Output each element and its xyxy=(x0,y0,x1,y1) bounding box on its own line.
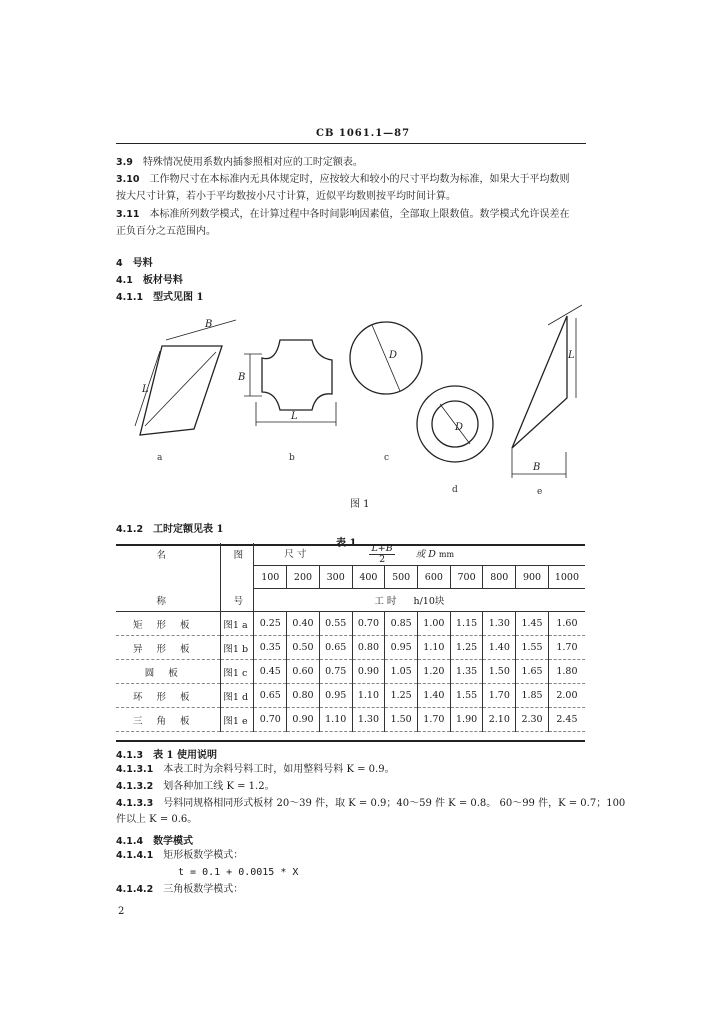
note-text: 本表工时为余料号料工时，如用整料号料 K = 0.9。 xyxy=(163,764,395,775)
row-value: 1.55 xyxy=(450,684,483,708)
clause-text: 特殊情况使用系数内插参照相对应的工时定额表。 xyxy=(142,157,363,168)
unit-header xyxy=(254,589,585,612)
dim-label-L: L xyxy=(568,350,575,361)
clause-3-10-cont: 按大尺寸计算，若小于平均数按小尺寸计算，近似平均数则按平均时间计算。 xyxy=(116,191,456,202)
size-col: 300 xyxy=(319,566,352,589)
row-value: 1.70 xyxy=(483,684,516,708)
unit-value: h/10块 xyxy=(413,596,445,607)
note-text: 号料同规格相同形式板材 20～39 件，取 K = 0.9；40～59 件 K = 0.8。 60～99 件，K = 0.7；100 xyxy=(163,798,626,809)
row-value: 0.25 xyxy=(254,612,287,636)
row-value: 2.10 xyxy=(483,708,516,732)
row-value: 0.60 xyxy=(287,660,320,684)
table-header-row-1 xyxy=(116,543,585,566)
row-name: 圆板 xyxy=(116,660,221,684)
clause-number: 3.11 xyxy=(116,209,140,220)
row-value: 1.50 xyxy=(483,660,516,684)
clause-number: 3.10 xyxy=(116,174,140,185)
figure-caption: 图 1 xyxy=(350,499,370,510)
table-row xyxy=(116,684,585,708)
row-figure-ref: 图1 d xyxy=(221,684,254,708)
dim-label-L: L xyxy=(291,411,298,422)
row-figure-ref: 图1 a xyxy=(221,612,254,636)
note-number: 4.1.3.2 xyxy=(116,781,154,792)
row-value: 1.50 xyxy=(385,708,418,732)
document-header: CB 1061.1—87 xyxy=(316,128,411,139)
section-number: 4.1.3 xyxy=(116,750,144,761)
clause-3-11-cont: 正负百分之五范围内。 xyxy=(116,226,216,237)
row-value: 2.00 xyxy=(548,684,585,708)
size-formula-denominator: 2 xyxy=(379,553,386,565)
sub-figure-label-e: e xyxy=(537,487,543,497)
row-value: 0.55 xyxy=(319,612,352,636)
row-value: 1.30 xyxy=(352,708,385,732)
size-col: 700 xyxy=(450,566,483,589)
col-fig-bottom: 号 xyxy=(221,589,254,612)
row-value: 1.40 xyxy=(418,684,451,708)
sub-figure-label-a: a xyxy=(157,453,163,463)
row-value: 0.95 xyxy=(319,684,352,708)
clause-text: 本标准所列数学模式，在计算过程中各时间影响因素值，全部取上限数值。数学模式允许误差在 xyxy=(149,209,570,220)
note-4-1-3-3-cont: 件以上 K = 0.6。 xyxy=(116,814,198,825)
size-col: 200 xyxy=(287,566,320,589)
size-label: 尺 寸 xyxy=(284,548,307,560)
row-value: 0.65 xyxy=(319,636,352,660)
section-4-1-2-heading xyxy=(116,520,224,535)
row-value: 0.85 xyxy=(385,612,418,636)
row-value: 2.45 xyxy=(548,708,585,732)
sub-figure-label-d: d xyxy=(452,485,458,495)
row-value: 2.30 xyxy=(516,708,549,732)
dim-label-B: B xyxy=(205,319,213,330)
row-value: 0.65 xyxy=(254,684,287,708)
math-text: 矩形板数学模式： xyxy=(163,850,244,861)
note-text: 划各种加工线 K = 1.2。 xyxy=(163,781,275,792)
table-header-row-2 xyxy=(116,566,585,589)
row-value: 0.45 xyxy=(254,660,287,684)
triangle-plate-shape xyxy=(512,316,567,448)
row-name: 三角板 xyxy=(116,708,221,732)
row-value: 1.05 xyxy=(385,660,418,684)
math-formula-rect: t = 0.1 + 0.0015 * X xyxy=(178,867,299,878)
row-value: 0.95 xyxy=(385,636,418,660)
col-name-bottom: 称 xyxy=(116,589,221,612)
size-col: 900 xyxy=(516,566,549,589)
note-4-1-3-1 xyxy=(116,763,395,777)
math-4-1-4-2 xyxy=(116,883,243,897)
section-4-1-3-heading xyxy=(116,746,217,761)
row-value: 1.70 xyxy=(418,708,451,732)
row-value: 1.45 xyxy=(516,612,549,636)
note-4-1-3-3 xyxy=(116,797,625,811)
table-bottom-rule xyxy=(116,740,585,742)
row-value: 0.70 xyxy=(254,708,287,732)
row-value: 0.70 xyxy=(352,612,385,636)
parallelogram-plate-shape xyxy=(140,346,222,435)
clause-text: 工作物尺寸在本标准内无具体规定时，应按较大和较小的尺寸平均数为标准，如果大于平均数则 xyxy=(149,174,570,185)
clause-number: 3.9 xyxy=(116,157,133,168)
row-value: 1.85 xyxy=(516,684,549,708)
row-value: 1.15 xyxy=(450,612,483,636)
size-col: 500 xyxy=(385,566,418,589)
row-value: 1.35 xyxy=(450,660,483,684)
math-4-1-4-1 xyxy=(116,849,243,863)
row-value: 0.50 xyxy=(287,636,320,660)
row-figure-ref: 图1 b xyxy=(221,636,254,660)
note-4-1-3-2 xyxy=(116,780,275,794)
row-value: 1.10 xyxy=(352,684,385,708)
size-unit: mm xyxy=(438,549,455,559)
row-name: 环形板 xyxy=(116,684,221,708)
dimension-line-B xyxy=(166,320,236,340)
section-title: 板材号料 xyxy=(142,275,183,286)
dim-label-D: D xyxy=(389,350,398,361)
table-row xyxy=(116,708,585,732)
dim-label-B: B xyxy=(533,462,541,473)
size-col: 600 xyxy=(418,566,451,589)
math-text: 三角板数学模式： xyxy=(163,884,244,895)
row-value: 1.25 xyxy=(385,684,418,708)
dim-label-D: D xyxy=(455,422,464,433)
row-value: 0.90 xyxy=(352,660,385,684)
table-row xyxy=(116,660,585,684)
work-hour-table xyxy=(116,543,585,732)
table-header-row-3 xyxy=(116,589,585,612)
page-number: 2 xyxy=(118,906,125,917)
section-number: 4.1.4 xyxy=(116,836,144,847)
row-name: 矩形板 xyxy=(116,612,221,636)
section-title: 号料 xyxy=(132,258,153,269)
section-4-1-4-heading xyxy=(116,832,193,847)
row-value: 1.60 xyxy=(548,612,585,636)
row-value: 1.20 xyxy=(418,660,451,684)
section-number: 4.1.2 xyxy=(116,524,144,535)
size-col: 1000 xyxy=(548,566,585,589)
section-number: 4.1.1 xyxy=(116,292,144,303)
table-row xyxy=(116,612,585,636)
row-value: 1.80 xyxy=(548,660,585,684)
section-title: 数学模式 xyxy=(153,836,194,847)
unit-label: 工 时 xyxy=(374,596,397,607)
row-value: 0.75 xyxy=(319,660,352,684)
note-number: 4.1.3.3 xyxy=(116,798,154,809)
size-or-d: 或 D xyxy=(415,548,436,560)
row-value: 1.10 xyxy=(319,708,352,732)
special-shaped-plate-shape xyxy=(262,340,332,410)
sub-figure-label-b: b xyxy=(289,453,295,463)
row-value: 1.30 xyxy=(483,612,516,636)
math-number: 4.1.4.2 xyxy=(116,884,154,895)
row-value: 0.90 xyxy=(287,708,320,732)
row-value: 0.40 xyxy=(287,612,320,636)
math-number: 4.1.4.1 xyxy=(116,850,154,861)
size-col: 400 xyxy=(352,566,385,589)
sub-figure-label-c: c xyxy=(384,453,390,463)
size-header xyxy=(254,543,585,566)
section-number: 4.1 xyxy=(116,275,133,286)
note-number: 4.1.3.1 xyxy=(116,764,154,775)
size-col: 100 xyxy=(254,566,287,589)
section-title: 表 1 使用说明 xyxy=(153,750,217,761)
dim-label-L: L xyxy=(142,384,149,395)
row-value: 1.00 xyxy=(418,612,451,636)
row-value: 1.55 xyxy=(516,636,549,660)
row-value: 1.10 xyxy=(418,636,451,660)
section-number: 4 xyxy=(116,258,123,269)
row-value: 1.65 xyxy=(516,660,549,684)
row-value: 0.35 xyxy=(254,636,287,660)
row-value: 0.80 xyxy=(287,684,320,708)
row-figure-ref: 图1 e xyxy=(221,708,254,732)
size-formula-numerator: L+B xyxy=(371,542,393,554)
row-value: 1.40 xyxy=(483,636,516,660)
row-name: 异形板 xyxy=(116,636,221,660)
dim-label-B: B xyxy=(238,372,246,383)
table-row xyxy=(116,636,585,660)
size-col: 800 xyxy=(483,566,516,589)
row-value: 0.80 xyxy=(352,636,385,660)
section-title: 工时定额见表 1 xyxy=(153,524,224,535)
section-title: 型式见图 1 xyxy=(153,292,204,303)
row-value: 1.25 xyxy=(450,636,483,660)
size-formula xyxy=(369,544,394,565)
row-figure-ref: 图1 c xyxy=(221,660,254,684)
row-value: 1.70 xyxy=(548,636,585,660)
col-fig-top: 图 xyxy=(221,543,254,566)
col-name-top: 名 xyxy=(156,550,180,562)
row-value: 1.90 xyxy=(450,708,483,732)
